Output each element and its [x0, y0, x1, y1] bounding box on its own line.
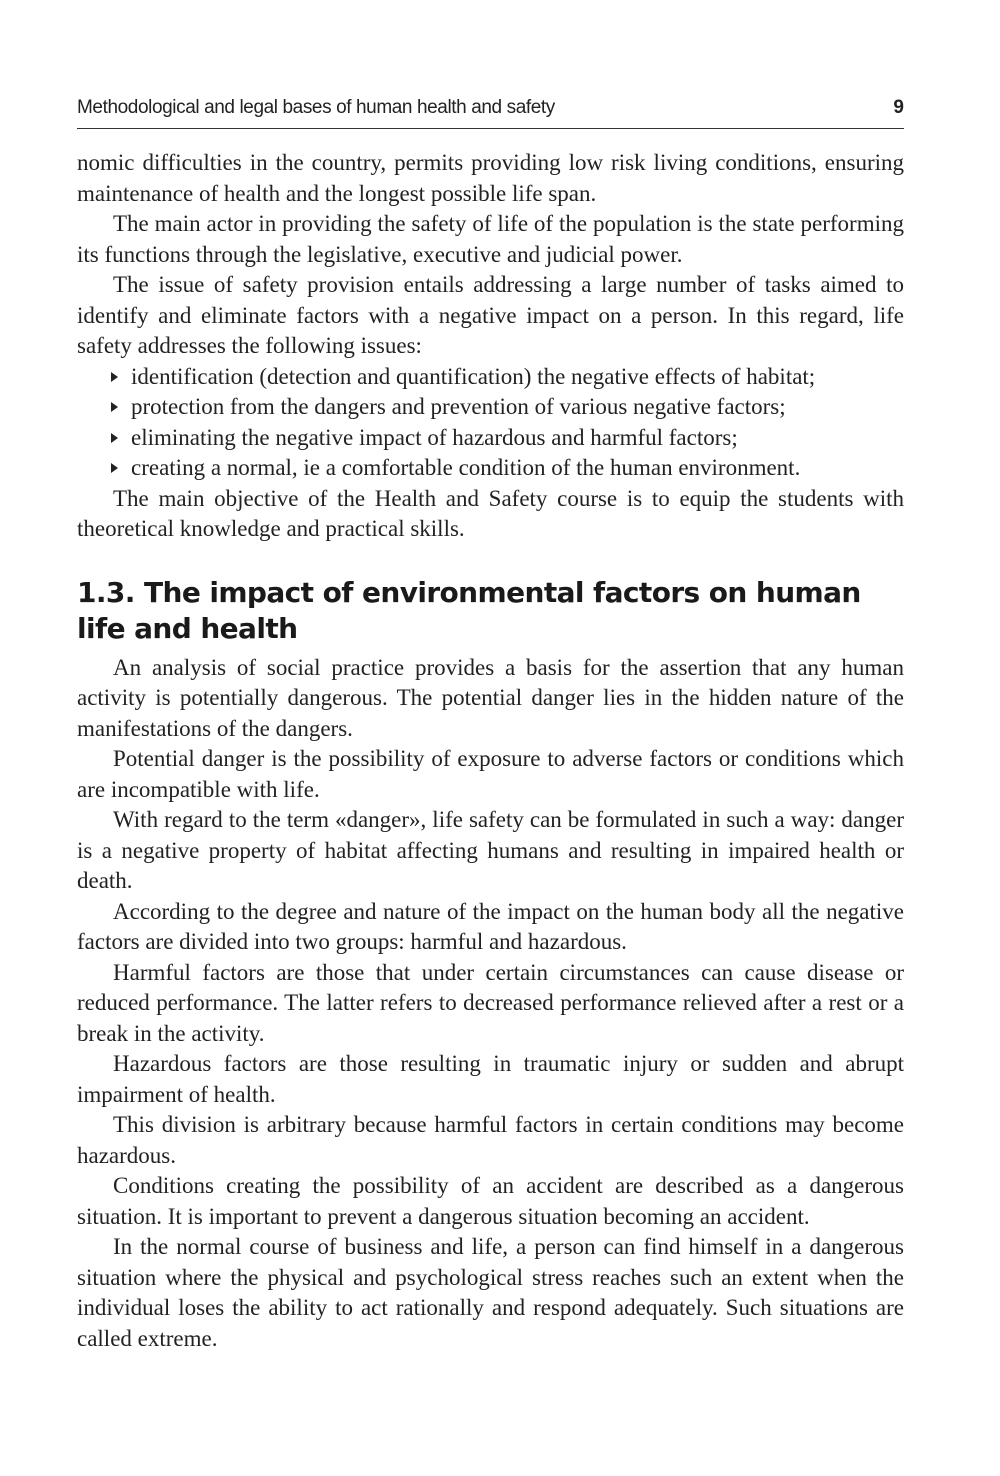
list-item-text: creating a normal, ie a comfortable condition of the human environment. [131, 455, 801, 480]
paragraph: The main objective of the Health and Safety course is to equip the students with theoretical knowledge and practical skills. [77, 485, 904, 541]
paragraph: The issue of safety provision entails addressing a large number of tasks aimed to identify and eliminate factors with a negative impact on a person. In this regard, life safety addresses the following issues: [77, 272, 904, 358]
list-item [77, 453, 904, 484]
bullet-triangle-icon [111, 402, 118, 412]
paragraph: The main actor in providing the safety of life of the population is the state performing its functions through the legislative, executive and judicial power. [77, 211, 904, 267]
bullet-triangle-icon [111, 463, 118, 473]
paragraph: An analysis of social practice provides a basis for the assertion that any human activity is potentially dangerous. The potential danger lies in the hidden nature of the manifestations of the dangers. [77, 654, 904, 741]
paragraph: Harmful factors are those that under certain circumstances can cause disease or reduced performance. The latter refers to decreased performance relieved after a rest or a break in the activity. [77, 959, 904, 1046]
paragraph: nomic difficulties in the country, permits providing low risk living conditions, ensuring maintenance of health and the longest possible life span. [77, 150, 904, 206]
list-item [77, 362, 904, 393]
paragraph: This division is arbitrary because harmful factors in certain conditions may become hazardous. [77, 1112, 904, 1168]
paragraph: Conditions creating the possibility of an accident are described as a dangerous situation. It is important to prevent a dangerous situation becoming an accident. [77, 1173, 904, 1229]
list-item-text: protection from the dangers and prevention of various negative factors; [131, 394, 786, 419]
running-title: Methodological and legal bases of human health and safety [77, 97, 555, 118]
list-item-text: identification (detection and quantification) the negative effects of habitat; [131, 363, 816, 389]
paragraph: Potential danger is the possibility of exposure to adverse factors or conditions which are incompatible with life. [77, 746, 904, 802]
page-header [77, 94, 904, 129]
bullet-triangle-icon [111, 372, 118, 382]
body-text [77, 148, 904, 1354]
paragraph: Hazardous factors are those resulting in traumatic injury or sudden and abrupt impairment of health. [77, 1051, 904, 1107]
section-heading: 1.3. The impact of environmental factors on human life and health [77, 575, 861, 645]
page-number: 9 [893, 97, 904, 118]
list-item [77, 423, 904, 454]
bullet-triangle-icon [111, 433, 118, 443]
list-item [77, 392, 904, 423]
paragraph: In the normal course of business and life, a person can find himself in a dangerous situation where the physical and psychological stress reaches such an extent when the individual loses the ability to act rationally and respond adequately. Such situations are called extreme. [77, 1234, 904, 1351]
list-item-text: eliminating the negative impact of hazardous and harmful factors; [131, 424, 738, 450]
paragraph: According to the degree and nature of the impact on the human body all the negative factors are divided into two groups: harmful and hazardous. [77, 898, 904, 954]
issues-list [77, 362, 904, 484]
paragraph: With regard to the term «danger», life safety can be formulated in such a way: danger is a negative property of habitat affecting humans and resulting in impaired health or death. [77, 807, 904, 893]
